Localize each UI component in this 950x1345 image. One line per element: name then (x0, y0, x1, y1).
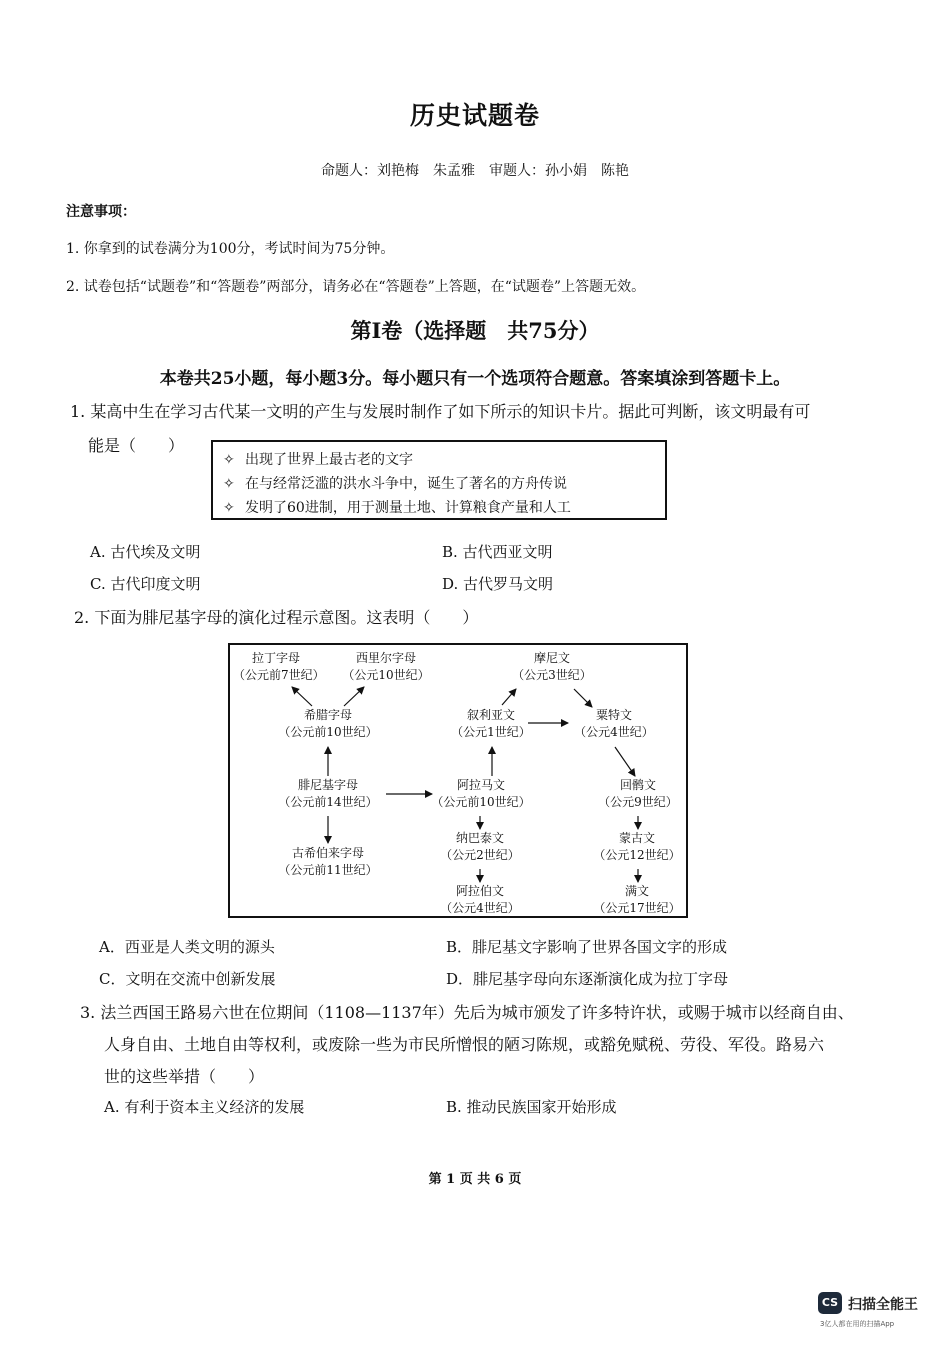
node-uyghur: 回鹘文 （公元9世纪） (598, 778, 678, 809)
section-title: 第Ⅰ卷（选择题 共75分） (350, 318, 600, 343)
note-item: 2. 试卷包括“试题卷”和“答题卷”两部分，请务必在“答题卷”上答题，在“试题卷”上答题无效。 (66, 279, 646, 295)
card-item: 发明了60进制，用于测量土地、计算粮食产量和人工 (245, 500, 571, 516)
alphabet-evolution-diagram (228, 643, 688, 918)
node-mongolian: 蒙古文 （公元12世纪） (593, 831, 681, 862)
q1-option-b: B. 古代西亚文明 (442, 543, 553, 561)
q2-option-b: B．腓尼基文字影响了世界各国文字的形成 (446, 938, 728, 956)
node-hebrew: 古希伯来字母 （公元前11世纪） (278, 846, 378, 877)
node-aramaic: 阿拉马文 （公元前10世纪） (431, 778, 531, 809)
diamond-icon: ✧ (223, 452, 235, 468)
card-item: 出现了世界上最古老的文字 (245, 452, 413, 468)
q3-stem-cont: 世的这些举措（ ） (104, 1067, 265, 1086)
q1-option-a: A. 古代埃及文明 (90, 543, 201, 561)
page-number: 第 1 页 共 6 页 (428, 1172, 522, 1187)
card-item: 在与经常泛滥的洪水斗争中，诞生了著名的方舟传说 (245, 476, 567, 492)
note-item: 1. 你拿到的试卷满分为100分，考试时间为75分钟。 (66, 241, 395, 257)
watermark-tagline: 3亿人都在用的扫描App (820, 1320, 895, 1328)
q1-option-d: D. 古代罗马文明 (442, 575, 554, 593)
node-cyrillic: 西里尔字母 （公元10世纪） (342, 651, 430, 682)
q3-stem: 3. 法兰西国王路易六世在位期间（1108—1137年）先后为城市颁发了许多特许状，或赐于城市以经商自由、 (80, 1003, 854, 1022)
camscanner-logo-icon: CS (818, 1292, 842, 1314)
node-greek: 希腊字母 （公元前10世纪） (278, 708, 378, 739)
node-manichaean: 摩尼文 （公元3世纪） (512, 651, 592, 682)
q2-option-d: D．腓尼基字母向东逐渐演化成为拉丁字母 (446, 970, 729, 988)
node-syriac: 叙利亚文 （公元1世纪） (451, 708, 531, 739)
watermark-name: 扫描全能王 (848, 1297, 918, 1313)
diamond-icon: ✧ (223, 476, 235, 492)
node-nabataean: 纳巴泰文 （公元2世纪） (440, 831, 520, 862)
node-sogdian: 粟特文 （公元4世纪） (574, 708, 654, 739)
q1-stem: 1. 某高中生在学习古代某一文明的产生与发展时制作了如下所示的知识卡片。据此可判断，该文明最有可 (70, 402, 811, 421)
q3-option-a: A. 有利于资本主义经济的发展 (104, 1098, 305, 1116)
q3-stem-cont: 人身自由、土地自由等权利，或废除一些为市民所憎恨的陋习陈规，或豁免赋税、劳役、军役。路易六 (104, 1035, 825, 1054)
node-manchu: 满文 （公元17世纪） (593, 884, 681, 915)
q1-option-c: C. 古代印度文明 (90, 575, 201, 593)
q3-option-b: B. 推动民族国家开始形成 (446, 1098, 617, 1116)
author-line: 命题人：刘艳梅 朱孟雅 审题人：孙小娟 陈艳 (321, 163, 629, 179)
knowledge-card (211, 440, 667, 520)
q2-option-a: A．西亚是人类文明的源头 (99, 938, 275, 956)
diamond-icon: ✧ (223, 500, 235, 516)
q1-stem-cont: 能是（ ） (88, 436, 185, 455)
section-instructions: 本卷共25小题，每小题3分。每小题只有一个选项符合题意。答案填涂到答题卡上。 (159, 369, 791, 389)
node-arabic: 阿拉伯文 （公元4世纪） (440, 884, 520, 915)
node-latin: 拉丁字母 （公元前7世纪） (233, 651, 325, 682)
q2-option-c: C．文明在交流中创新发展 (99, 970, 276, 988)
notes-heading: 注意事项： (66, 204, 136, 220)
exam-title: 历史试题卷 (409, 101, 540, 130)
q2-stem: 2. 下面为腓尼基字母的演化过程示意图。这表明（ ） (74, 608, 479, 627)
node-phoenician: 腓尼基字母 （公元前14世纪） (278, 778, 378, 809)
